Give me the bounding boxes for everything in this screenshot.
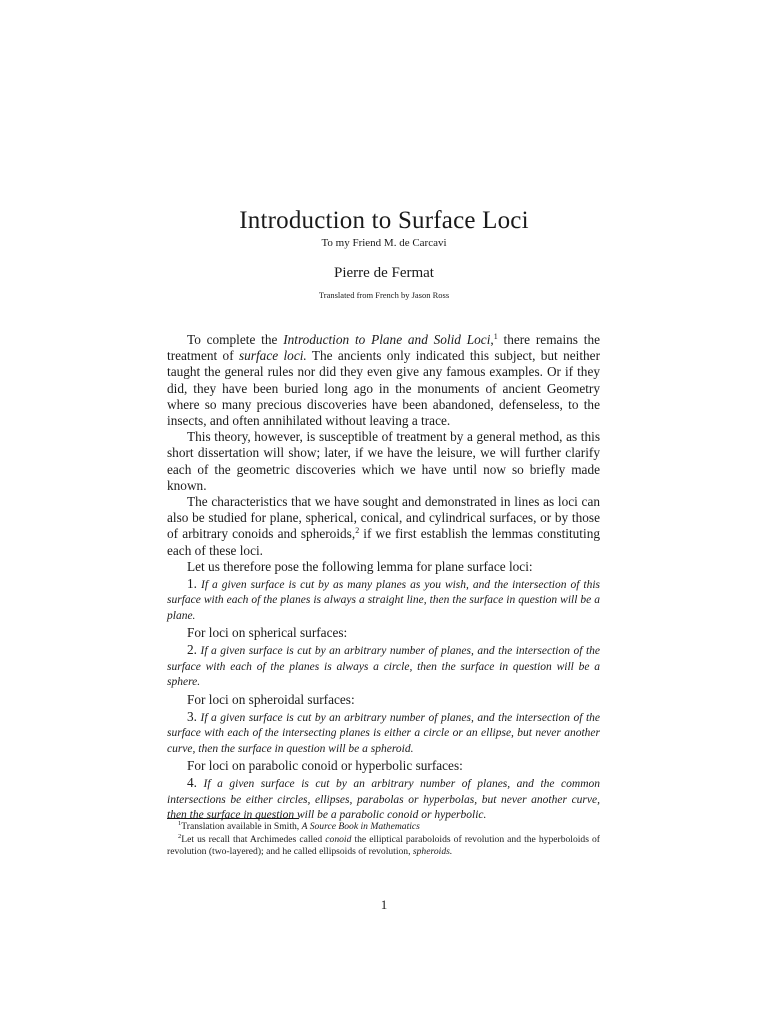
paragraph-method: This theory, however, is susceptible of treatment by a general method, as this short dissertation will show; later, if we have the leisure, we will further clarify each of the geometric discoveries which we have until now so briefly made known. (167, 429, 600, 493)
lemma-text: If a given surface is cut by an arbitrary number of planes, and the intersection of the surface with each of the intersecting planes is either a circle or an ellipse, but never another curve, then the surface in question will be a spheroid. (167, 711, 601, 755)
body-text (167, 332, 600, 825)
author-name: Pierre de Fermat (334, 265, 434, 281)
emphasis-term: spheroids. (412, 846, 453, 857)
lemma-text: If a given surface is cut by an arbitrary number of planes, and the intersection of the surface with each of the planes is always a circle, then the surface in question will be a sphere. (167, 645, 601, 689)
paragraph-characteristics (167, 494, 600, 559)
lemma-number: 4. (187, 775, 197, 791)
text-run: , (490, 332, 494, 347)
footnote-mark: 2 (178, 832, 182, 840)
translator-credit: Translated from French by Jason Ross (318, 290, 450, 300)
footnote-marker-1[interactable]: 1 (493, 332, 498, 341)
page-number: 1 (380, 897, 388, 912)
emphasis-term: conoid (325, 833, 352, 845)
paragraph-spheroidal: For loci on spheroidal surfaces: (187, 691, 355, 707)
dedication: To my Friend M. de Carcavi (321, 237, 447, 249)
text-run: if we first establish the lemmas constituting each of these loci. (167, 526, 600, 558)
footnote-1 (167, 821, 600, 834)
footnote-2 (167, 834, 600, 859)
lemma-number: 1. (187, 576, 197, 592)
paragraph-lemma-intro: Let us therefore pose the following lemma for plane surface loci: (187, 558, 533, 574)
emphasis-term: surface loci. (238, 348, 307, 364)
cited-book-title: A Source Book in Mathematics (301, 821, 420, 832)
text-run: The characteristics that we have sought and demonstrated in lines as loci can also be studied for plane, spherical, conical, and cylindrical surfaces, or by those of arbitrary conoids and spheroids, (167, 494, 600, 542)
lemma-text: If a given surface is cut by as many planes as you wish, and the intersection of this surface with each of the planes is always a straight line, then the surface in question will be a plane. (167, 579, 601, 622)
paragraph-spherical: For loci on spherical surfaces: (187, 625, 348, 641)
footnotes (167, 818, 600, 859)
paragraph-intro (167, 332, 600, 429)
lemma-2 (167, 642, 600, 690)
text-run: there remains the treatment of (167, 332, 600, 364)
text-run: Let us recall that Archimedes called (181, 833, 326, 845)
lemma-3 (167, 709, 600, 757)
cited-work-title: Introduction to Plane and Solid Loci (283, 332, 491, 347)
footnote-marker-2[interactable]: 2 (355, 526, 360, 536)
footnote-rule (167, 818, 299, 819)
text-run: Translation available in Smith, (181, 821, 302, 832)
text-run: The ancients only indicated this subject, but neither taught the general rules nor did they even give any famous examples. Or if they did, they have been buried long ago in the monuments of ancient Geometry where so many precious discoveries have been abandoned, defenseless, to the insects, and often annihilated without leaving a trace. (167, 348, 601, 429)
lemma-number: 3. (187, 708, 197, 724)
lemma-number: 2. (187, 642, 197, 658)
text-run: the elliptical paraboloids of revolution and the hyperboloids of revolution (two-layered); and he called ellipsoids of revolution, (167, 833, 600, 857)
lemma-1 (167, 576, 600, 624)
paper-title: Introduction to Surface Loci (239, 207, 529, 234)
lemma-4 (167, 775, 600, 823)
lemma-text: If a given surface is cut by an arbitrary number of planes, and the common intersections be either circles, ellipses, parabolas or hyperbolas, but never another curve, then the surface in question will be a parabolic conoid or hyperbolic. (167, 778, 601, 822)
footnote-mark: 1 (178, 820, 182, 827)
paragraph-parabolic: For loci on parabolic conoid or hyperbolic surfaces: (187, 758, 463, 774)
text-run: To complete the (187, 332, 284, 347)
